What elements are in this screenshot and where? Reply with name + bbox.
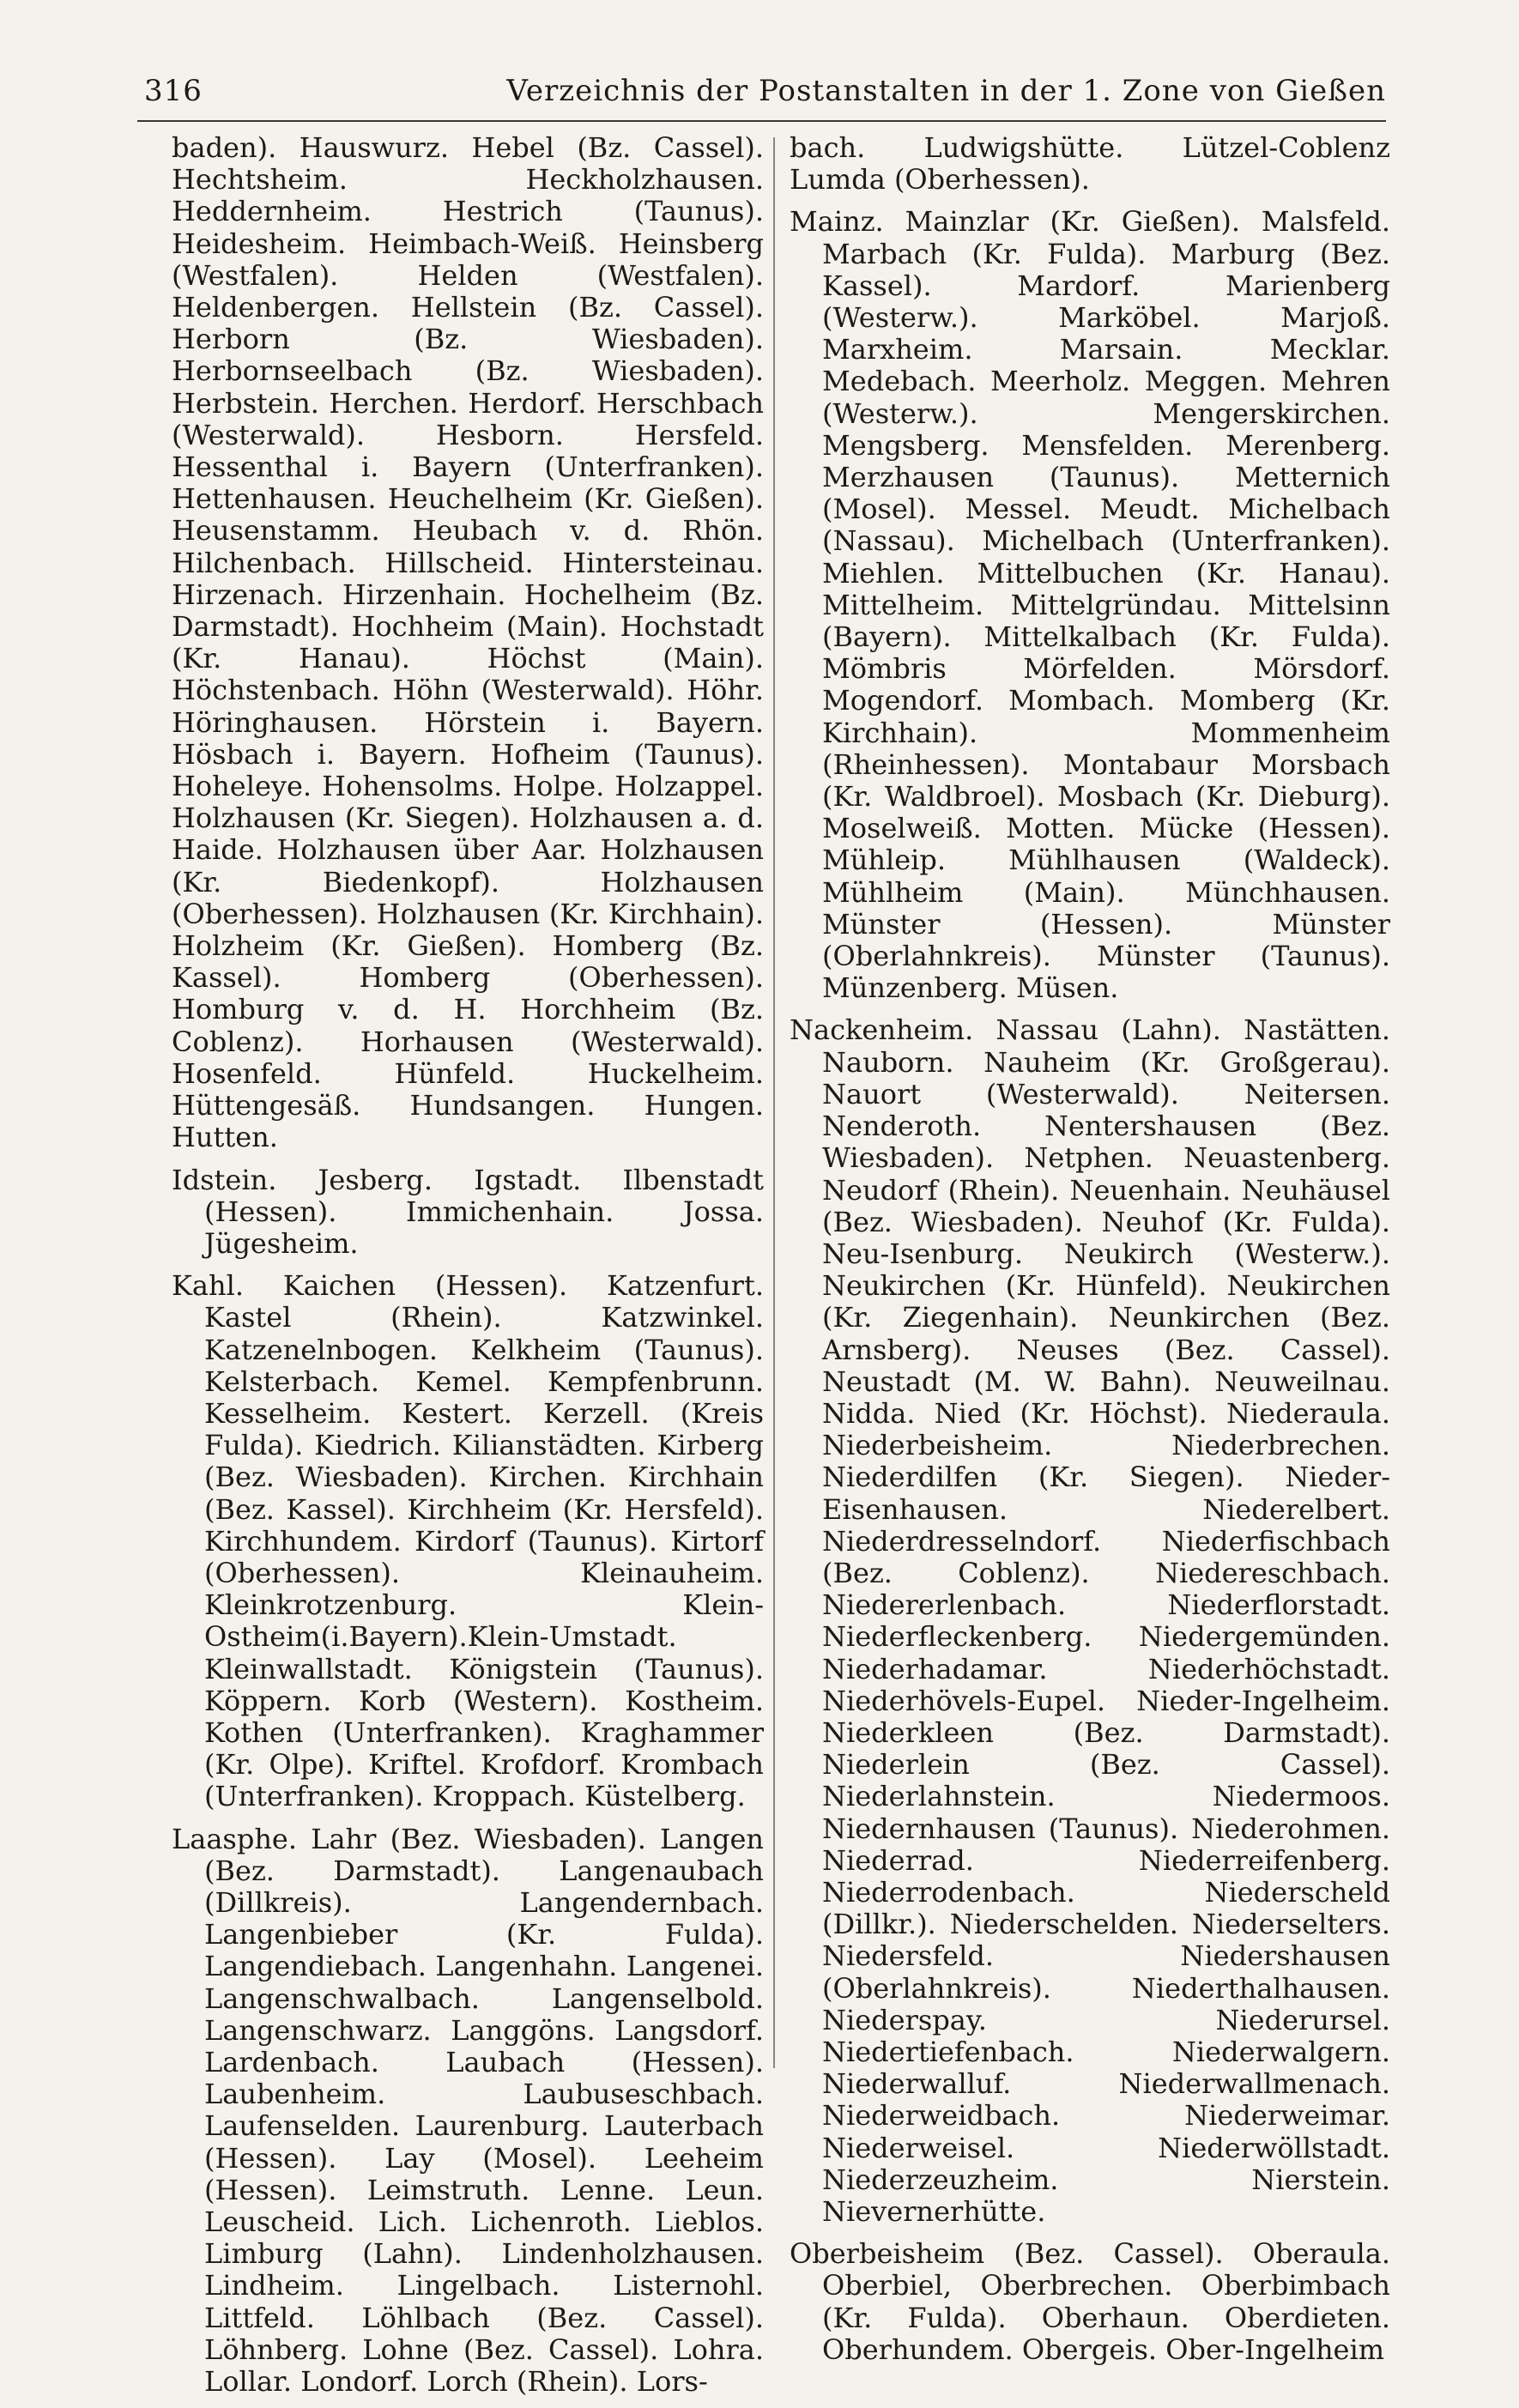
right-column <box>790 132 1390 2376</box>
letter-section-k <box>172 1270 764 1812</box>
section-text: bach. Ludwigshütte. Lützel-Coblenz Lumda (Oberhessen). <box>790 131 1390 197</box>
page-number: 316 <box>144 74 203 108</box>
running-title: Verzeichnis der Postanstalten in der 1. Zone von Gießen <box>506 74 1386 108</box>
letter-section-m <box>790 206 1390 1004</box>
section-text: baden). Hauswurz. Hebel (Bz. Cassel). Hechtsheim. Heckholzhausen. Heddernheim. Hestrich (Taunus). Heidesheim. Heimbach-Weiß. Heinsberg (Westfalen). Helden (Westfalen). Heldenbergen. Hellstein (Bz. Cassel). Herborn (Bz. Wiesbaden). Herbornseelbach (Bz. Wiesbaden). Herbstein. Herchen. Herdorf. Herschbach (Westerwald). Hesborn. Hersfeld. Hessenthal i. Bayern (Unterfranken). Hettenhausen. Heuchelheim (Kr. Gießen). Heusenstamm. Heubach v. d. Rhön. Hilchenbach. Hillscheid. Hintersteinau. Hirzenach. Hirzenhain. Hochelheim (Bz. Darmstadt). Hochheim (Main). Hochstadt (Kr. Hanau). Höchst (Main). Höchstenbach. Höhn (Westerwald). Höhr. Höringhausen. Hörstein i. Bayern. Hösbach i. Bayern. Hofheim (Taunus). Hoheleye. Hohensolms. Holpe. Holzappel. Holzhausen (Kr. Siegen). Holzhausen a. d. Haide. Holzhausen über Aar. Holzhausen (Kr. Biedenkopf). Holzhausen (Oberhessen). Holzhausen (Kr. Kirchhain). Holzheim (Kr. Gießen). Homberg (Bz. Kassel). Homberg (Oberhessen). Homburg v. d. H. Horchheim (Bz. Coblenz). Horhausen (Westerwald). Hosenfeld. Hünfeld. Huckelheim. Hüttengesäß. Hundsangen. Hungen. Hutten. <box>172 131 764 1154</box>
section-text: Idstein. Jesberg. Igstadt. Ilbenstadt (Hessen). Immichenhain. Jossa. Jügesheim. <box>172 1163 764 1260</box>
column-divider <box>773 137 775 2068</box>
section-text: Kahl. Kaichen (Hessen). Katzenfurt. Kastel (Rhein). Katzwinkel. Katzenelnbogen. Kelkheim (Taunus). Kelsterbach. Kemel. Kempfenbrunn. Kesselheim. Kestert. Kerzell. (Kreis Fulda). Kiedrich. Kilianstädten. Kirberg (Bez. Wiesbaden). Kirchen. Kirchhain (Bez. Kassel). Kirchheim (Kr. Hersfeld). Kirchhundem. Kirdorf (Taunus). Kirtorf (Oberhessen). Kleinauheim. Kleinkrotzenburg. Klein-Ostheim(i.Bayern).Klein-Umstadt. Kleinwallstadt. Königstein (Taunus). Köppern. Korb (Western). Kostheim. Kothen (Unterfranken). Kraghammer (Kr. Olpe). Kriftel. Krofdorf. Krombach (Unterfranken). Kroppach. Küstelberg. <box>172 1269 764 1813</box>
letter-section-h <box>172 132 764 1154</box>
letter-section-o <box>790 2238 1390 2366</box>
section-text: Laasphe. Lahr (Bez. Wiesbaden). Langen (Bez. Darmstadt). Langenaubach (Dillkreis). Langendernbach. Langenbieber (Kr. Fulda). Langendiebach. Langenhahn. Langenei. Langenschwalbach. Langenselbold. Langenschwarz. Langgöns. Langsdorf. Lardenbach. Laubach (Hessen). Laubenheim. Laubuseschbach. Laufenselden. Laurenburg. Lauterbach (Hessen). Lay (Mosel). Leeheim (Hessen). Leimstruth. Lenne. Leun. Leuscheid. Lich. Lichenroth. Lieblos. Limburg (Lahn). Lindenholzhausen. Lindheim. Lingelbach. Listernohl. Littfeld. Löhlbach (Bez. Cassel). Löhnberg. Lohne (Bez. Cassel). Lohra. Lollar. Londorf. Lorch (Rhein). Lors- <box>172 1822 764 2399</box>
letter-section-l <box>172 1824 764 2399</box>
section-text: Mainz. Mainzlar (Kr. Gießen). Malsfeld. Marbach (Kr. Fulda). Marburg (Bez. Kassel). Mardorf. Marienberg (Westerw.). Marköbel. Marjoß. Marxheim. Marsain. Mecklar. Medebach. Meerholz. Meggen. Mehren (Westerw.). Mengerskirchen. Mengsberg. Mensfelden. Merenberg. Merzhausen (Taunus). Metternich (Mosel). Messel. Meudt. Michelbach (Nassau). Michelbach (Unterfranken). Miehlen. Mittelbuchen (Kr. Hanau). Mittelheim. Mittelgründau. Mittelsinn (Bayern). Mittelkalbach (Kr. Fulda). Mömbris Mörfelden. Mörsdorf. Mogendorf. Mombach. Momberg (Kr. Kirchhain). Mommenheim (Rheinhessen). Montabaur Morsbach (Kr. Waldbroel). Mosbach (Kr. Dieburg). Moselweiß. Motten. Mücke (Hessen). Mühleip. Mühlhausen (Waldeck). Mühlheim (Main). Münchhausen. Münster (Hessen). Münster (Oberlahnkreis). Münster (Taunus). Münzenberg. Müsen. <box>790 205 1390 1005</box>
letter-section-n <box>790 1014 1390 2228</box>
section-text: Oberbeisheim (Bez. Cassel). Oberaula. Oberbiel, Oberbrechen. Oberbimbach (Kr. Fulda). Oberhaun. Oberdieten. Oberhundem. Obergeis. Ober-Ingelheim <box>790 2237 1390 2366</box>
page-header <box>137 69 1386 122</box>
letter-section-j <box>172 1165 764 1261</box>
letter-section-l-continued <box>790 132 1390 196</box>
section-text: Nackenheim. Nassau (Lahn). Nastätten. Nauborn. Nauheim (Kr. Großgerau). Nauort (Westerwald). Neitersen. Nenderoth. Nentershausen (Bez. Wiesbaden). Netphen. Neuastenberg. Neudorf (Rhein). Neuenhain. Neuhäusel (Bez. Wiesbaden). Neuhof (Kr. Fulda). Neu-Isenburg. Neukirch (Westerw.). Neukirchen (Kr. Hünfeld). Neukirchen (Kr. Ziegenhain). Neunkirchen (Bez. Arnsberg). Neuses (Bez. Cassel). Neustadt (M. W. Bahn). Neuweilnau. Nidda. Nied (Kr. Höchst). Niederaula. Niederbeisheim. Niederbrechen. Niederdilfen (Kr. Siegen). Nieder-Eisenhausen. Niederelbert. Niederdresselndorf. Niederfischbach (Bez. Coblenz). Niedereschbach. Niedererlenbach. Niederflorstadt. Niederfleckenberg. Niedergemünden. Niederhadamar. Niederhöchstadt. Niederhövels-Eupel. Nieder-Ingelheim. Niederkleen (Bez. Darmstadt). Niederlein (Bez. Cassel). Niederlahnstein. Niedermoos. Niedernhausen (Taunus). Niederohmen. Niederrad. Niederreifenberg. Niederrodenbach. Niederscheld (Dillkr.). Niederschelden. Niederselters. Niedersfeld. Niedershausen (Oberlahnkreis). Niederthalhausen. Niederspay. Niederursel. Niedertiefenbach. Niederwalgern. Niederwalluf. Niederwallmenach. Niederweidbach. Niederweimar. Niederweisel. Niederwöllstadt. Niederzeuzheim. Nierstein. Nievernerhütte. <box>790 1013 1390 2228</box>
left-column <box>172 132 764 2408</box>
